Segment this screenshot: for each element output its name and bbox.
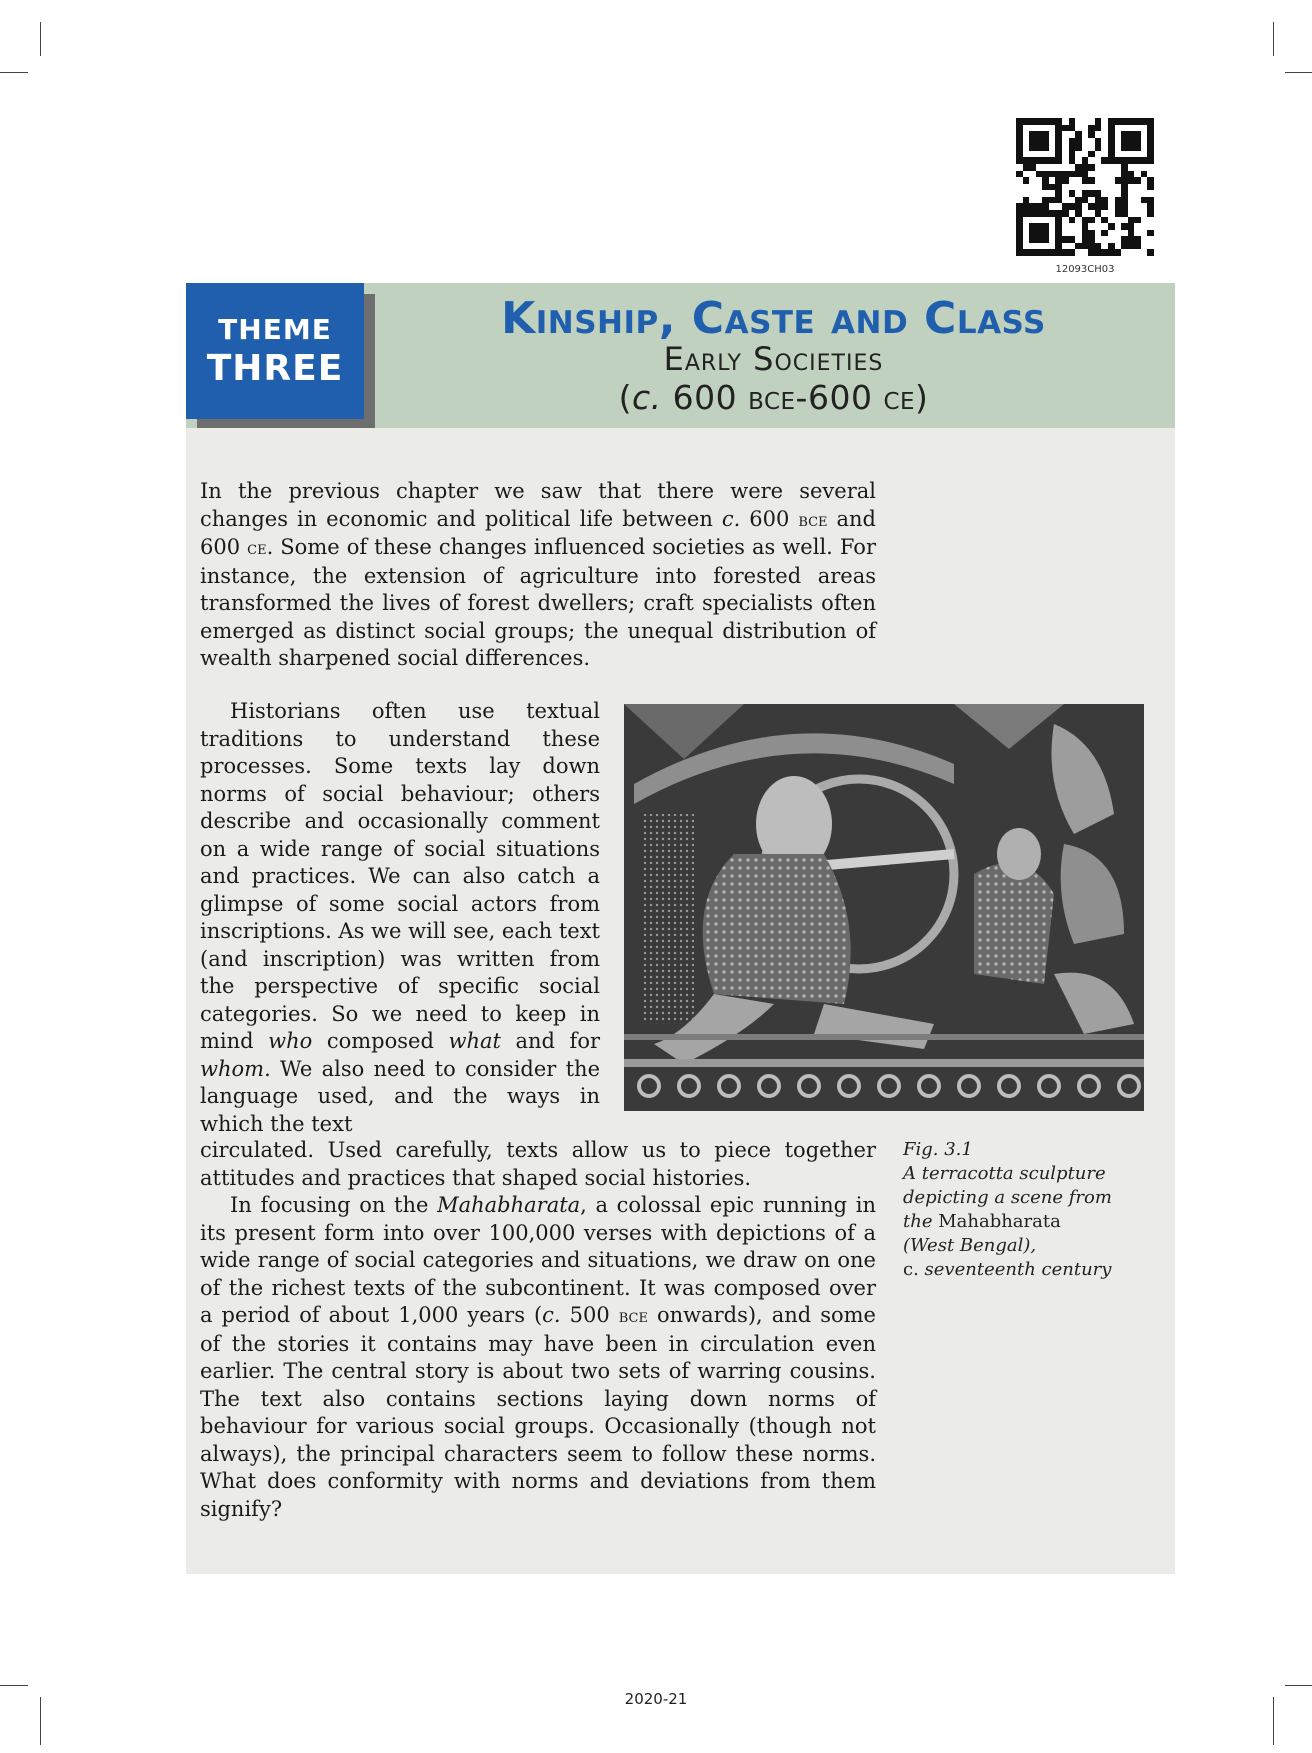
- qr-module: [1115, 217, 1122, 224]
- caption-century: seventeenth century: [918, 1259, 1112, 1280]
- p3-text: In focusing on the: [230, 1193, 438, 1217]
- qr-code[interactable]: [1016, 118, 1154, 256]
- figure-caption-line: [903, 1258, 1153, 1282]
- qr-module: [1095, 157, 1102, 164]
- qr-module: [1082, 197, 1089, 204]
- qr-module: [1036, 138, 1043, 145]
- qr-module: [1095, 217, 1102, 224]
- qr-module: [1069, 197, 1076, 204]
- crop-mark: [1273, 22, 1274, 56]
- qr-module: [1147, 157, 1154, 164]
- qr-module: [1101, 125, 1108, 132]
- caption-circa: c.: [903, 1259, 919, 1280]
- qr-module: [1147, 217, 1154, 224]
- chapter-dates: [372, 378, 1175, 417]
- qr-module: [1141, 230, 1148, 237]
- caption-the: the: [903, 1211, 939, 1232]
- qr-module: [1147, 184, 1154, 191]
- qr-module: [1128, 151, 1135, 158]
- crop-mark: [1285, 72, 1312, 73]
- p1-text: and 600: [200, 506, 877, 559]
- qr-module: [1115, 243, 1122, 250]
- qr-module: [1115, 125, 1122, 132]
- qr-module: [1141, 157, 1148, 164]
- crop-mark: [40, 22, 41, 56]
- paragraph-1: [200, 478, 876, 673]
- qr-module: [1069, 243, 1076, 250]
- qr-module: [1069, 171, 1076, 178]
- qr-module: [1147, 138, 1154, 145]
- p1-bce: bce: [798, 509, 828, 531]
- qr-module: [1036, 125, 1043, 132]
- qr-module: [1141, 217, 1148, 224]
- qr-module: [1036, 249, 1043, 256]
- qr-module: [1128, 157, 1135, 164]
- qr-module: [1049, 138, 1056, 145]
- qr-module: [1049, 203, 1056, 210]
- qr-module: [1082, 184, 1089, 191]
- qr-module: [1023, 151, 1030, 158]
- qr-module: [1095, 151, 1102, 158]
- qr-module: [1055, 125, 1062, 132]
- qr-module: [1147, 243, 1154, 250]
- qr-module: [1082, 157, 1089, 164]
- dates-circa: c.: [631, 378, 662, 417]
- qr-module: [1141, 249, 1148, 256]
- qr-module: [1147, 151, 1154, 158]
- qr-module: [1115, 203, 1122, 210]
- dates-ce: ce: [883, 378, 916, 417]
- qr-code-label: 12093CH03: [1055, 264, 1115, 275]
- qr-module: [1023, 203, 1030, 210]
- qr-module: [1101, 249, 1108, 256]
- qr-module: [1082, 217, 1089, 224]
- qr-module: [1036, 171, 1043, 178]
- qr-module: [1055, 249, 1062, 256]
- qr-module: [1115, 171, 1122, 178]
- qr-module: [1049, 171, 1056, 178]
- qr-module: [1128, 249, 1135, 256]
- qr-module: [1128, 125, 1135, 132]
- p2-text: Historians often use textual traditions to understand these processes. Some texts lay down norms of social behaviour; others describe and occasionally comment on a wide range of social situations and practices. We can also catch a glimpse of some social actors from inscriptions. As we will see, each text (and inscription) was written from the perspective of specific social categories. So we need to keep in mind: [200, 699, 600, 1053]
- qr-module: [1036, 184, 1043, 191]
- paragraph-2-continued: circulated. Used carefully, texts allow us to piece together attitudes and practices that shaped social histories.: [200, 1138, 876, 1190]
- qr-module: [1049, 151, 1056, 158]
- qr-module: [1055, 151, 1062, 158]
- qr-module: [1049, 157, 1056, 164]
- paragraph-3: [200, 1192, 876, 1523]
- qr-module: [1101, 184, 1108, 191]
- terracotta-sculpture-image: [624, 704, 1144, 1111]
- p2-text: composed: [312, 1029, 449, 1053]
- qr-module: [1101, 151, 1108, 158]
- qr-module: [1115, 249, 1122, 256]
- qr-module: [1095, 249, 1102, 256]
- qr-module: [1101, 217, 1108, 224]
- qr-module: [1055, 197, 1062, 204]
- qr-module: [1049, 125, 1056, 132]
- qr-module: [1101, 230, 1108, 237]
- qr-module: [1023, 197, 1030, 204]
- qr-module: [1115, 151, 1122, 158]
- qr-module: [1055, 243, 1062, 250]
- qr-module: [1141, 171, 1148, 178]
- qr-module: [1082, 243, 1089, 250]
- qr-module: [1115, 230, 1122, 237]
- qr-module: [1141, 197, 1148, 204]
- qr-module: [1095, 243, 1102, 250]
- qr-module: [1147, 249, 1154, 256]
- qr-module: [1128, 230, 1135, 237]
- qr-module: [1082, 138, 1089, 145]
- qr-module: [1082, 230, 1089, 237]
- p3-mahabharata: Mahabharata: [437, 1193, 581, 1217]
- qr-module: [1055, 171, 1062, 178]
- qr-module: [1115, 197, 1122, 204]
- qr-module: [1128, 243, 1135, 250]
- p3-text: 500: [560, 1303, 619, 1327]
- qr-module: [1069, 157, 1076, 164]
- p2-who: who: [268, 1029, 313, 1053]
- dates-open: (: [618, 378, 632, 417]
- qr-module: [1095, 171, 1102, 178]
- qr-module: [1069, 125, 1076, 132]
- qr-module: [1049, 217, 1056, 224]
- theme-label: THEME: [218, 313, 332, 346]
- caption-mahabharata: Mahabharata: [938, 1211, 1061, 1232]
- paragraph-2: [200, 698, 600, 1138]
- qr-module: [1023, 157, 1030, 164]
- qr-module: [1055, 230, 1062, 237]
- qr-module: [1101, 138, 1108, 145]
- p2-text: and for: [500, 1029, 601, 1053]
- figure-caption-line: A terracotta sculpture depicting a scene from: [903, 1163, 1112, 1208]
- p1-text: In the previous chapter we saw that there were several changes in economic and political life between: [200, 479, 876, 531]
- qr-module: [1101, 157, 1108, 164]
- qr-module: [1049, 197, 1056, 204]
- qr-module: [1147, 230, 1154, 237]
- qr-module: [1141, 151, 1148, 158]
- dates-bce: bce: [748, 378, 796, 417]
- qr-module: [1141, 125, 1148, 132]
- qr-module: [1023, 171, 1030, 178]
- crop-mark: [0, 1685, 28, 1686]
- qr-module: [1101, 171, 1108, 178]
- qr-module: [1036, 151, 1043, 158]
- dates-close: ): [915, 378, 929, 417]
- crop-mark: [1285, 1685, 1312, 1686]
- qr-module: [1036, 203, 1043, 210]
- qr-module: [1082, 171, 1089, 178]
- qr-module: [1147, 125, 1154, 132]
- qr-module: [1036, 243, 1043, 250]
- qr-module: [1147, 197, 1154, 204]
- qr-module: [1036, 197, 1043, 204]
- qr-module: [1023, 125, 1030, 132]
- figure-caption: [903, 1138, 1153, 1282]
- theme-number: THREE: [206, 348, 344, 389]
- figure-label: Fig. 3.1: [903, 1139, 973, 1160]
- p3-text: onwards), and some of the stories it contains may have been in circulation even earlier. The central story is about two sets of warring cousins. The text also contains sections laying down norms of behaviour for various social groups. Occasionally (though not always), the principal characters seem to follow these norms. What does conformity with norms and deviations from them signify?: [200, 1303, 876, 1521]
- dates-start: 600: [661, 378, 749, 417]
- p1-text: 600: [740, 506, 799, 531]
- page-footer-year: 2020-21: [624, 1690, 688, 1708]
- p3-circa: c.: [542, 1303, 561, 1327]
- qr-module: [1115, 157, 1122, 164]
- qr-module: [1036, 230, 1043, 237]
- crop-mark: [0, 72, 28, 73]
- qr-module: [1049, 249, 1056, 256]
- qr-module: [1023, 230, 1030, 237]
- qr-module: [1055, 184, 1062, 191]
- p3-bce: bce: [618, 1306, 648, 1327]
- qr-module: [1141, 184, 1148, 191]
- qr-module: [1069, 217, 1076, 224]
- qr-module: [1055, 157, 1062, 164]
- qr-module: [1082, 151, 1089, 158]
- qr-module: [1069, 184, 1076, 191]
- chapter-subtitle: Early Societies: [663, 340, 884, 378]
- qr-module: [1115, 184, 1122, 191]
- p2-text: . We also need to consider the language used, and the ways in which the text: [200, 1056, 600, 1136]
- qr-module: [1069, 249, 1076, 256]
- p3-text: , a colossal epic running in its present form into over 100,000 verses with depictions of a wide range of social categories and situations, we draw on one of the richest texts of the subcontinent. It was composed over a period of about 1,000 years (: [200, 1193, 876, 1327]
- qr-module: [1082, 125, 1089, 132]
- qr-module: [1101, 243, 1108, 250]
- qr-module: [1101, 197, 1108, 204]
- p1-ce: ce: [247, 538, 267, 559]
- qr-module: [1036, 217, 1043, 224]
- qr-module: [1128, 138, 1135, 145]
- qr-module: [1128, 197, 1135, 204]
- qr-module: [1147, 203, 1154, 210]
- qr-module: [1049, 230, 1056, 237]
- dates-dash: -600: [795, 378, 884, 417]
- figure-caption-line: (West Bengal),: [903, 1235, 1037, 1256]
- qr-module: [1069, 203, 1076, 210]
- qr-module: [1095, 197, 1102, 204]
- p1-text: . Some of these changes influenced societies as well. For instance, the extension of agriculture into forested areas transformed the lives of forest dwellers; craft specialists often emerged as distinct social groups; the unequal distribution of wealth sharpened social differences.: [200, 535, 876, 670]
- chapter-title-block: [372, 283, 1175, 428]
- p2-what: what: [448, 1029, 501, 1053]
- qr-module: [1049, 243, 1056, 250]
- qr-module: [1023, 184, 1030, 191]
- qr-module: [1055, 217, 1062, 224]
- p1-circa: c.: [721, 506, 741, 531]
- qr-module: [1049, 184, 1056, 191]
- qr-module: [1095, 203, 1102, 210]
- qr-module: [1095, 184, 1102, 191]
- qr-module: [1141, 203, 1148, 210]
- chapter-title: Kinship, Caste and Class: [501, 293, 1046, 344]
- p2-whom: whom: [200, 1056, 265, 1081]
- figure-caption-line: [903, 1210, 1153, 1234]
- qr-module: [1095, 138, 1102, 145]
- qr-module: [1036, 157, 1043, 164]
- qr-module: [1082, 249, 1089, 256]
- qr-module: [1128, 217, 1135, 224]
- qr-module: [1141, 243, 1148, 250]
- qr-module: [1128, 171, 1135, 178]
- qr-module: [1023, 138, 1030, 145]
- qr-module: [1101, 203, 1108, 210]
- qr-module: [1147, 171, 1154, 178]
- qr-module: [1055, 203, 1062, 210]
- theme-box: [186, 283, 364, 419]
- qr-module: [1095, 230, 1102, 237]
- qr-module: [1023, 243, 1030, 250]
- qr-module: [1069, 151, 1076, 158]
- qr-module: [1128, 203, 1135, 210]
- qr-module: [1082, 203, 1089, 210]
- qr-module: [1141, 138, 1148, 145]
- qr-module: [1115, 138, 1122, 145]
- qr-module: [1023, 217, 1030, 224]
- qr-module: [1055, 138, 1062, 145]
- qr-module: [1023, 249, 1030, 256]
- qr-module: [1069, 138, 1076, 145]
- qr-module: [1069, 230, 1076, 237]
- qr-module: [1128, 184, 1135, 191]
- qr-module: [1095, 125, 1102, 132]
